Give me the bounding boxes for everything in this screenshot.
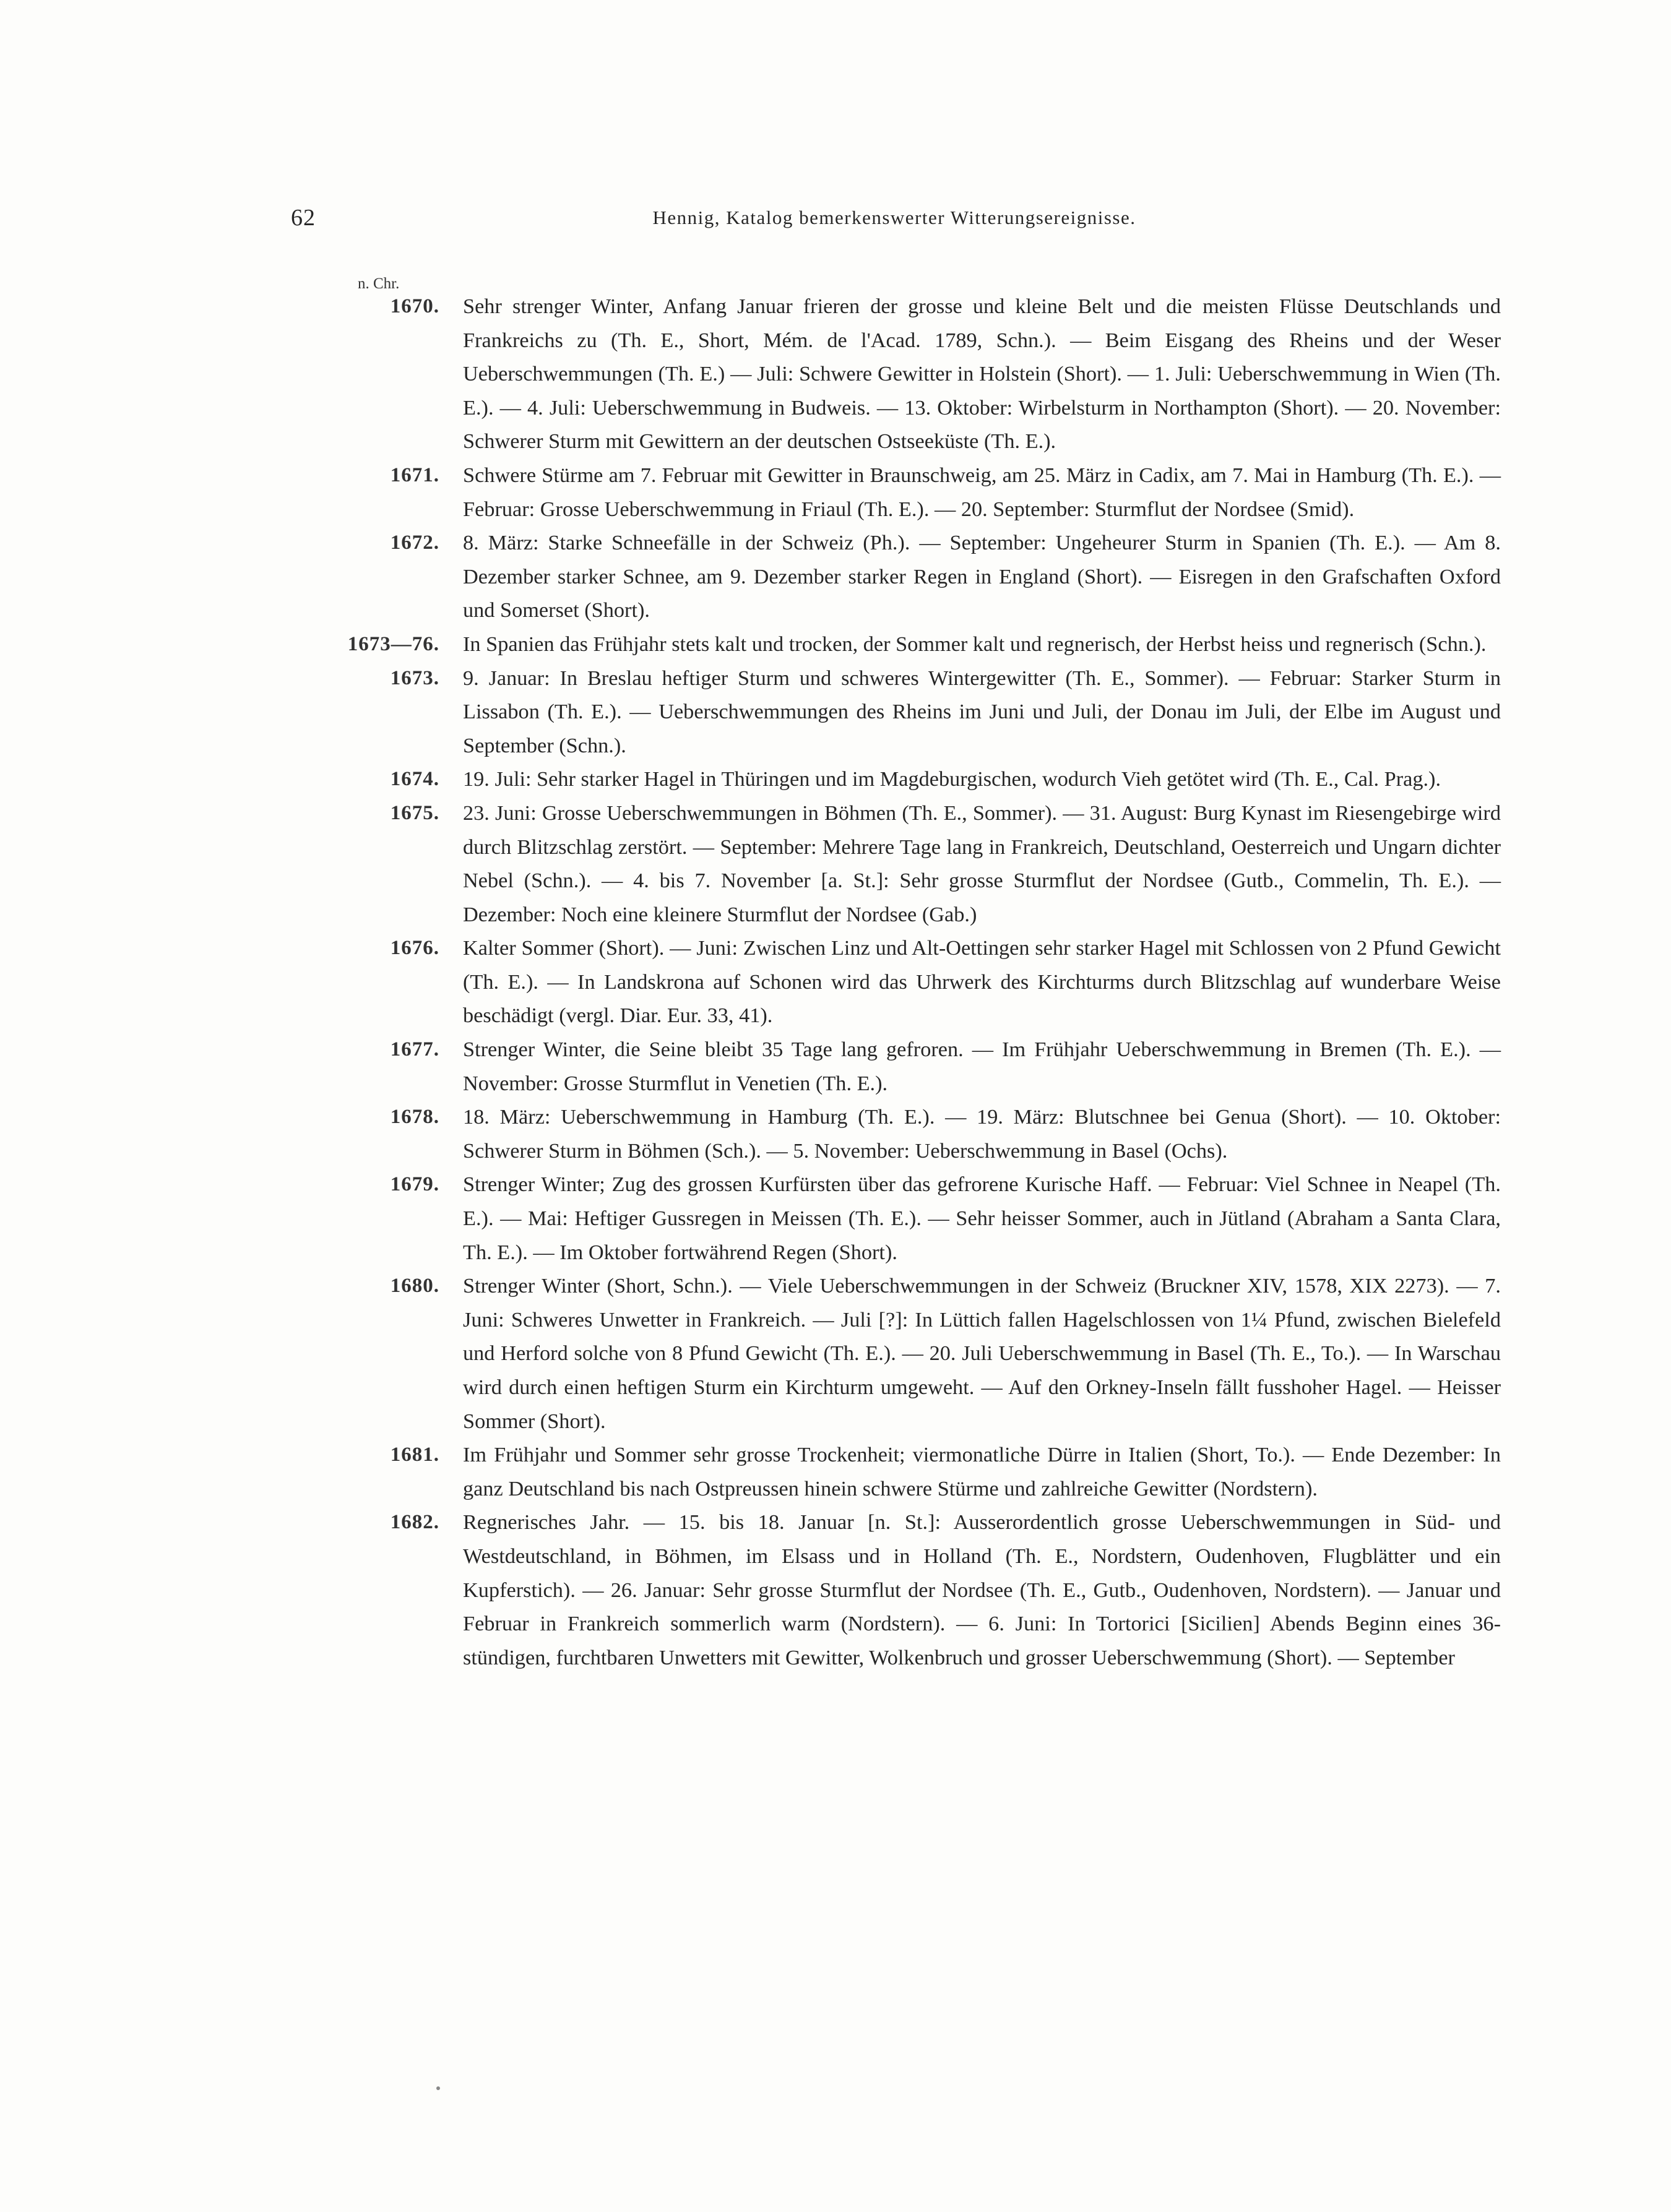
entry-year: 1672. bbox=[390, 531, 439, 554]
entry-text: Kalter Sommer (Short). — Juni: Zwischen Linz und Alt-Oettingen sehr starker Hagel mit Schlossen von 2 Pfund Gewicht (Th. E.). — In Landskrona auf Schonen wird das Uhrwerk des Kirchturms durch Blitzschlag auf wunderbare Weise beschädigt (vergl. Diar. Eur. 33, 41). bbox=[463, 936, 1501, 1028]
entry-1677 bbox=[303, 1033, 1501, 1100]
entry-1671 bbox=[303, 458, 1501, 526]
entry-year: 1674. bbox=[390, 768, 439, 791]
entry-1673-76 bbox=[303, 627, 1501, 661]
entry-1681 bbox=[303, 1438, 1501, 1505]
entry-year: 1675. bbox=[390, 801, 439, 824]
page-number: 62 bbox=[291, 205, 316, 231]
entry-year: 1681. bbox=[390, 1444, 439, 1466]
print-speck bbox=[436, 2086, 440, 2090]
page-header bbox=[291, 204, 1498, 241]
entry-text: Strenger Winter (Short, Schn.). — Viele Ueberschwemmungen in der Schweiz (Bruckner XIV, 1578, XIX 2273). — 7. Juni: Schweres Unwetter in Frankreich. — Juli [?]: In Lüttich fallen Hagelschlossen von 1¼ Pfund, zwischen Bielefeld und Herford solche von 8 Pfund Gewicht (Th. E.). — 20. Juli Ueberschwemmung in Basel (Th. E., To.). — In Warschau wird durch einen heftigen Sturm ein Kirchturm umgeweht. — Auf den Orkney-Inseln fällt fusshoher Hagel. — Heisser Sommer (Short). bbox=[463, 1274, 1501, 1433]
entry-text: 8. März: Starke Schneefälle in der Schweiz (Ph.). — September: Ungeheurer Sturm in Spanien (Th. E.). — Am 8. Dezember starker Schnee, am 9. Dezember starker Regen in England (Short). — Eisregen in den Grafschaften Oxford und Somerset (Short). bbox=[463, 531, 1501, 622]
entry-text: Sehr strenger Winter, Anfang Januar frieren der grosse und kleine Belt und die meisten Flüsse Deutschlands und Frankreichs zu (Th. E., Short, Mém. de l'Acad. 1789, Schn.). — Beim Eisgang des Rheins und der Weser Ueberschwemmungen (Th. E.) — Juli: Schwere Gewitter in Holstein (Short). — 1. Juli: Ueberschwemmung in Wien (Th. E.). — 4. Juli: Ueberschwemmung in Budweis. — 13. Oktober: Wirbelsturm in Northampton (Short). — 20. November: Schwerer Sturm mit Gewittern an der deutschen Ostseeküste (Th. E.). bbox=[463, 295, 1501, 454]
entry-year: 1671. bbox=[390, 463, 439, 486]
entry-year: 1678. bbox=[390, 1106, 439, 1129]
entry-1678 bbox=[303, 1100, 1501, 1168]
entry-text: In Spanien das Frühjahr stets kalt und trocken, der Sommer kalt und regnerisch, der Herbst heiss und regnerisch (Schn.). bbox=[463, 632, 1487, 656]
entry-text: 18. März: Ueberschwemmung in Hamburg (Th. E.). — 19. März: Blutschnee bei Genua (Short). — 10. Oktober: Schwerer Sturm in Böhmen (Sch.). — 5. November: Ueberschwemmung in Basel (Ochs). bbox=[463, 1105, 1501, 1163]
entry-1673 bbox=[303, 661, 1501, 763]
entry-text: 19. Juli: Sehr starker Hagel in Thüringen und im Magdeburgischen, wodurch Vieh getötet wird (Th. E., Cal. Prag.). bbox=[463, 767, 1441, 791]
entry-1670 bbox=[303, 290, 1501, 458]
entry-1676 bbox=[303, 931, 1501, 1033]
entry-text: 23. Juni: Grosse Ueberschwemmungen in Böhmen (Th. E., Sommer). — 31. August: Burg Kynast im Riesengebirge wird durch Blitzschlag zerstört. — September: Mehrere Tage lang in Frankreich, Deutschland, Oesterreich und Ungarn dichter Nebel (Schn.). — 4. bis 7. November [a. St.]: Sehr grosse Sturmflut der Nordsee (Gutb., Commelin, Th. E.). — Dezember: Noch eine kleinere Sturmflut der Nordsee (Gab.) bbox=[463, 801, 1501, 926]
entry-text: Strenger Winter, die Seine bleibt 35 Tage lang gefroren. — Im Frühjahr Ueberschwemmung in Bremen (Th. E.). — November: Grosse Sturmflut in Venetien (Th. E.). bbox=[463, 1038, 1501, 1095]
entry-1679 bbox=[303, 1168, 1501, 1269]
entry-text: 9. Januar: In Breslau heftiger Sturm und schweres Wintergewitter (Th. E., Sommer). — Februar: Starker Sturm in Lissabon (Th. E.). — Ueberschwemmungen des Rheins im Juni und Juli, der Donau im Juli, der Elbe im August und September (Schn.). bbox=[463, 666, 1501, 757]
entry-year: 1670. bbox=[390, 295, 439, 317]
entry-1680 bbox=[303, 1269, 1501, 1438]
entry-1672 bbox=[303, 526, 1501, 627]
entry-year: 1673. bbox=[390, 666, 439, 689]
entry-year: 1679. bbox=[390, 1173, 439, 1196]
entry-year: 1676. bbox=[390, 937, 439, 960]
entry-1674 bbox=[303, 762, 1501, 796]
entry-text: Im Frühjahr und Sommer sehr grosse Trockenheit; viermonatliche Dürre in Italien (Short, To.). — Ende Dezember: In ganz Deutschland bis nach Ostpreussen hinein schwere Stürme und zahlreiche Gewitter (Nordstern). bbox=[463, 1443, 1501, 1500]
entry-1675 bbox=[303, 796, 1501, 931]
running-title: Hennig, Katalog bemerkenswerter Witterungsereignisse. bbox=[652, 207, 1136, 228]
entry-list bbox=[303, 290, 1501, 1674]
entry-year: 1680. bbox=[390, 1275, 439, 1298]
era-label: n. Chr. bbox=[358, 275, 400, 292]
entry-year: 1673—76. bbox=[347, 632, 439, 655]
entry-text: Regnerisches Jahr. — 15. bis 18. Januar [n. St.]: Ausserordentlich grosse Ueberschwemmungen in Süd- und Westdeutschland, in Böhmen, im Elsass und in Holland (Th. E., Nordstern, Oudenhoven, Flugblätter und ein Kupferstich). — 26. Januar: Sehr grosse Sturmflut der Nordsee (Th. E., Gutb., Oudenhoven, Nordstern). — Januar und Februar in Frankreich sommerlich warm (Nordstern). — 6. Juni: In Tortorici [Sicilien] Abends Beginn eines 36-stündigen, furchtbaren Unwetters mit Gewitter, Wolkenbruch und grosser Ueberschwemmung (Short). — September bbox=[463, 1510, 1501, 1669]
entry-year: 1682. bbox=[390, 1511, 439, 1534]
entry-year: 1677. bbox=[390, 1038, 439, 1061]
entry-1682 bbox=[303, 1505, 1501, 1674]
entry-text: Strenger Winter; Zug des grossen Kurfürsten über das gefrorene Kurische Haff. — Februar: Viel Schnee in Neapel (Th. E.). — Mai: Heftiger Gussregen in Meissen (Th. E.). — Sehr heisser Sommer, auch in Jütland (Abraham a Santa Clara, Th. E.). — Im Oktober fortwährend Regen (Short). bbox=[463, 1173, 1501, 1264]
entry-text: Schwere Stürme am 7. Februar mit Gewitter in Braunschweig, am 25. März in Cadix, am 7. Mai in Hamburg (Th. E.). — Februar: Grosse Ueberschwemmung in Friaul (Th. E.). — 20. September: Sturmflut der Nordsee (Smid). bbox=[463, 463, 1501, 521]
